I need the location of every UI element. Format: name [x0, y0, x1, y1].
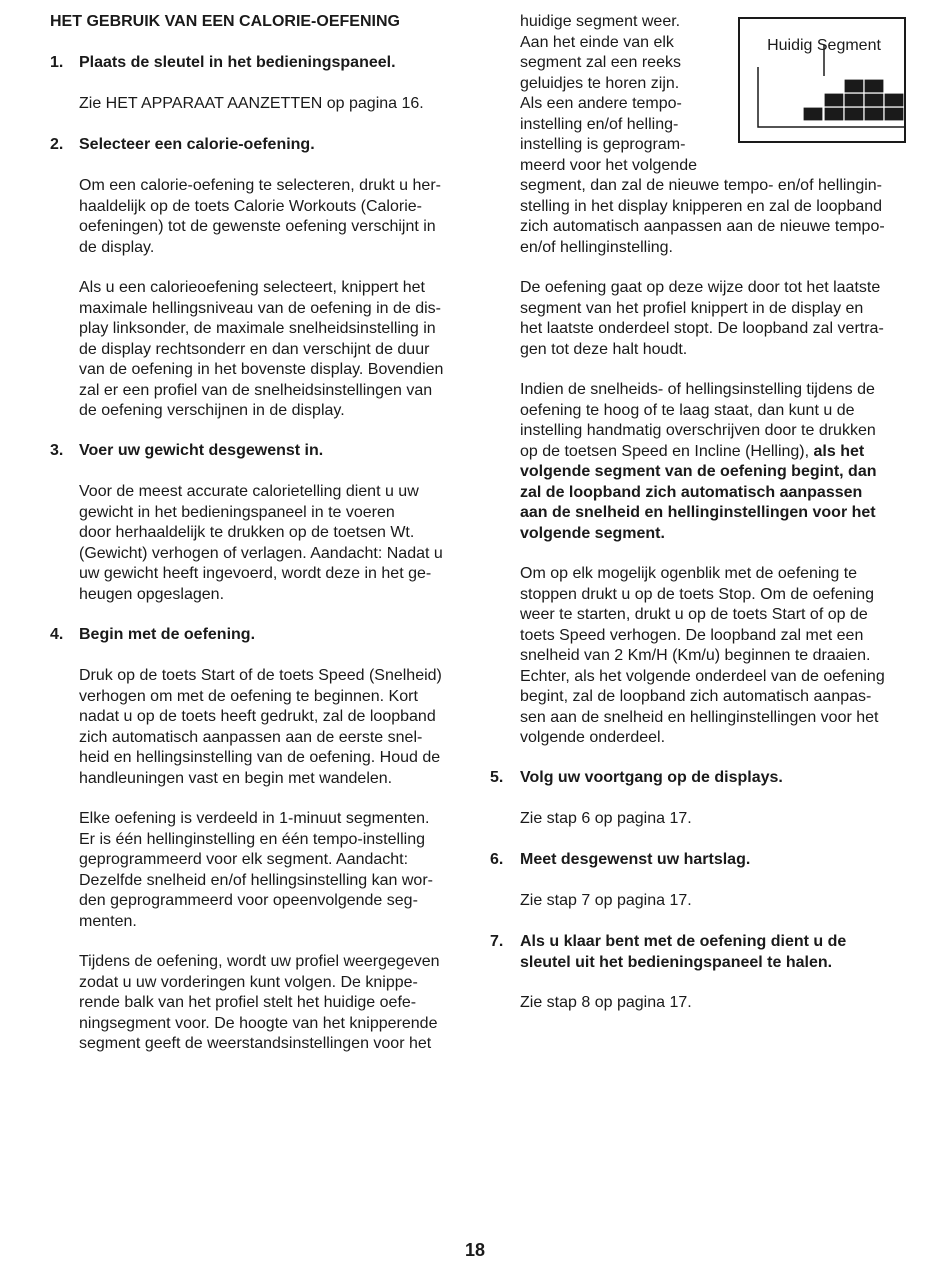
paragraph: Als u een calorieoefening selecteert, knippert het maximale hellingsniveau van de oefening in de dis- play linksonder, de maximale snelheidsinstelling in de display rechtsonderr en dan verschijnt de duur van de oefening in het bovenste display. Bovendien zal er een profiel van de snelheidsinstellingen van de oefening verschijnen in de display.	[79, 279, 444, 419]
paragraph: Tijdens de oefening, wordt uw profiel weergegeven zodat u uw vorderingen kunt volgen. De knippe- rende balk van het profiel stelt het huidige oefe- ningsegment voor. De hoogte van het knipperende segment geeft de weerstandsinstellingen voor het	[79, 953, 440, 1052]
paragraph-plain-text: Indien de snelheids- of hellingsinstelling tijdens de oefening te hoog of te laag staat, dan kunt u de instelling handmatig overschrijven door te drukken op de toetsen Speed en Incline (Helling),	[520, 381, 876, 460]
step-title: Selecteer een calorie-oefening.	[79, 136, 315, 153]
step-number: 1.	[50, 54, 64, 71]
paragraph: Zie stap 7 op pagina 17.	[520, 892, 692, 909]
step-number: 5.	[490, 769, 504, 786]
step-number: 2.	[50, 136, 64, 153]
step-title: Volg uw voortgang op de displays.	[520, 769, 783, 786]
paragraph-with-emphasis	[520, 380, 912, 544]
step-title: Begin met de oefening.	[79, 626, 256, 643]
paragraph-bold-text: als het volgende segment van de oefening begint, dan zal de loopband zich automatisch aanpassen aan de snelheid en hellinginstellingen voor het volgende segment.	[520, 442, 877, 542]
paragraph: Zie stap 6 op pagina 17.	[520, 810, 692, 827]
section-heading: HET GEBRUIK VAN EEN CALORIE-OEFENING	[50, 13, 400, 30]
paragraph: Om een calorie-oefening te selecteren, drukt u her- haaldelijk op de toets Calorie Workouts (Calorie- oefeningen) tot de gewenste oefening verschijnt in de display.	[79, 177, 441, 256]
segment-label: Huidig Segment	[767, 37, 881, 54]
step-number: 3.	[50, 442, 64, 459]
profile-graphic	[740, 19, 904, 141]
paragraph: Elke oefening is verdeeld in 1-minuut segmenten. Er is één hellinginstelling en één tempo-instelling geprogrammeerd voor elk segment. Aandacht: Dezelfde snelheid en/of hellingsinstelling kan wor- den geprogrammeerd voor opeenvolgende seg- menten.	[79, 810, 433, 930]
paragraph: Druk op de toets Start of de toets Speed (Snelheid) verhogen om met de oefening te beginnen. Kort nadat u op de toets heeft gedrukt, zal de loopband zich automatisch aanpassen aan de eerste snel- heid en hellingsinstelling van de oefening. Houd de handleuningen vast en begin met wandelen.	[79, 667, 442, 787]
step-title: Meet desgewenst uw hartslag.	[520, 851, 751, 868]
paragraph: Zie stap 8 op pagina 17.	[520, 994, 692, 1011]
step-title: Plaats de sleutel in het bedieningspaneel.	[79, 54, 396, 71]
paragraph: De oefening gaat op deze wijze door tot het laatste segment van het profiel knippert in de display en het laatste onderdeel stopt. De loopband zal vertra- gen tot deze halt houdt.	[520, 279, 884, 358]
step-title: Voer uw gewicht desgewenst in.	[79, 442, 324, 459]
paragraph: Voor de meest accurate calorietelling dient u uw gewicht in het bedieningspaneel in te voeren door herhaaldelijk te drukken op de toetsen Wt. (Gewicht) verhogen of verlagen. Aandacht: Nadat u uw gewicht heeft ingevoerd, wordt deze in het ge- heugen opgeslagen.	[79, 483, 443, 603]
page-number: 18	[464, 1240, 486, 1260]
profile-bars	[803, 79, 904, 121]
step-title: Als u klaar bent met de oefening dient u de sleutel uit het bedieningspaneel te halen.	[520, 933, 847, 971]
step-number: 6.	[490, 851, 504, 868]
paragraph: huidige segment weer. Aan het einde van elk segment zal een reeks geluidjes te horen zijn. Als een andere tempo- instelling en/of helling- instelling is geprogram- meerd voor het volgende segment, dan zal de nieuwe tempo- en/of hellingin- stelling in het display knipperen en zal de loopband zich automatisch aanpassen aan de nieuwe tempo- en/of hellinginstelling.	[520, 13, 885, 256]
paragraph: Zie HET APPARAAT AANZETTEN op pagina 16.	[79, 95, 424, 112]
step-number: 4.	[50, 626, 64, 643]
paragraph: Om op elk mogelijk ogenblik met de oefening te stoppen drukt u op de toets Stop. Om de oefening weer te starten, drukt u op de toets Start of op de toets Speed verhogen. De loopband zal met een snelheid van 2 Km/H (Km/u) beginnen te draaien. Echter, als het volgende onderdeel van de oefening begint, zal de loopband zich automatisch aanpas- sen aan de snelheid en hellinginstellingen voor het volgende onderdeel.	[520, 565, 885, 746]
step-number: 7.	[490, 933, 504, 950]
current-segment-figure	[738, 17, 906, 143]
